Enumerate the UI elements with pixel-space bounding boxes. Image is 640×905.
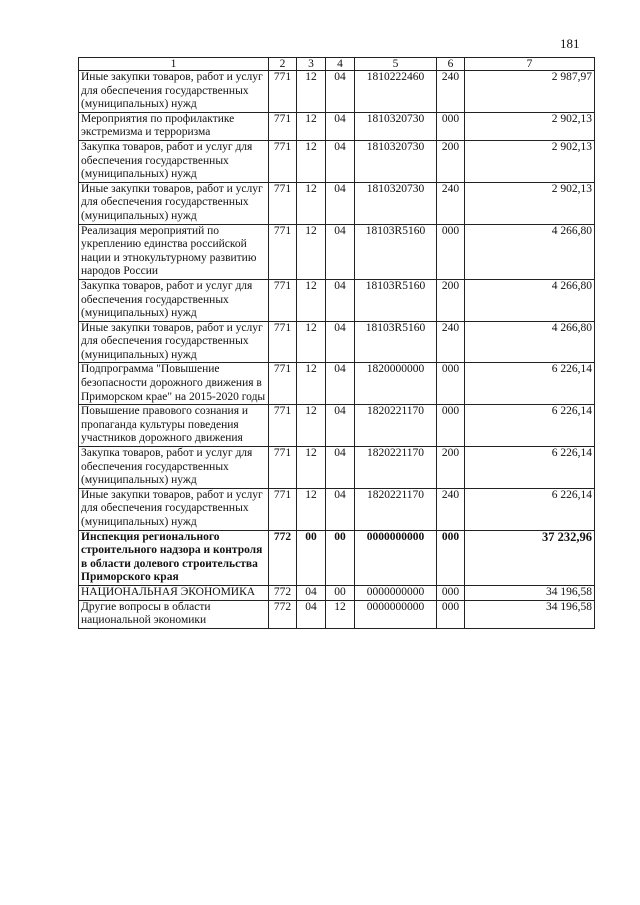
table-row <box>79 530 595 585</box>
row-amount: 34 196,58 <box>465 585 595 600</box>
row-expense-type: 240 <box>437 488 465 530</box>
row-subsection-code: 12 <box>326 600 355 628</box>
row-expense-type: 240 <box>437 182 465 224</box>
row-subsection-code: 04 <box>326 140 355 182</box>
row-name: Закупка товаров, работ и услуг для обеспечения государственных (муниципальных) нужд <box>79 447 269 489</box>
row-subsection-code: 04 <box>326 321 355 363</box>
table-row <box>79 405 595 447</box>
row-subsection-code: 00 <box>326 530 355 585</box>
row-name: Реализация мероприятий по укреплению единства российской нации и этнокультурному развитию народов России <box>79 224 269 279</box>
row-name: Закупка товаров, работ и услуг для обеспечения государственных (муниципальных) нужд <box>79 140 269 182</box>
row-subsection-code: 04 <box>326 71 355 113</box>
row-amount: 2 987,97 <box>465 71 595 113</box>
row-section-code: 04 <box>297 585 326 600</box>
row-ministry-code: 772 <box>269 585 297 600</box>
row-expense-type: 200 <box>437 447 465 489</box>
row-section-code: 12 <box>297 321 326 363</box>
row-name: Иные закупки товаров, работ и услуг для обеспечения государственных (муниципальных) нужд <box>79 321 269 363</box>
row-section-code: 12 <box>297 363 326 405</box>
row-target-article: 0000000000 <box>355 600 437 628</box>
header-row <box>79 58 595 71</box>
row-subsection-code: 04 <box>326 488 355 530</box>
row-subsection-code: 04 <box>326 182 355 224</box>
row-target-article: 0000000000 <box>355 585 437 600</box>
row-ministry-code: 771 <box>269 112 297 140</box>
table-row <box>79 224 595 279</box>
row-section-code: 12 <box>297 447 326 489</box>
table-row <box>79 447 595 489</box>
row-expense-type: 000 <box>437 112 465 140</box>
row-name: НАЦИОНАЛЬНАЯ ЭКОНОМИКА <box>79 585 269 600</box>
row-ministry-code: 771 <box>269 224 297 279</box>
row-subsection-code: 04 <box>326 447 355 489</box>
column-header: 7 <box>465 58 595 71</box>
row-expense-type: 000 <box>437 585 465 600</box>
table-row <box>79 488 595 530</box>
row-name: Инспекция регионального строительного надзора и контроля в области долевого строительства Приморского края <box>79 530 269 585</box>
table-row <box>79 363 595 405</box>
row-section-code: 12 <box>297 279 326 321</box>
row-amount: 6 226,14 <box>465 405 595 447</box>
row-subsection-code: 04 <box>326 405 355 447</box>
row-ministry-code: 771 <box>269 279 297 321</box>
row-subsection-code: 04 <box>326 363 355 405</box>
row-ministry-code: 771 <box>269 488 297 530</box>
row-expense-type: 200 <box>437 279 465 321</box>
row-ministry-code: 771 <box>269 321 297 363</box>
budget-table <box>78 57 595 629</box>
row-target-article: 18103R5160 <box>355 321 437 363</box>
table-row <box>79 279 595 321</box>
row-amount: 4 266,80 <box>465 279 595 321</box>
row-subsection-code: 04 <box>326 279 355 321</box>
row-ministry-code: 772 <box>269 530 297 585</box>
row-subsection-code: 04 <box>326 224 355 279</box>
row-section-code: 00 <box>297 530 326 585</box>
row-expense-type: 000 <box>437 363 465 405</box>
table-row <box>79 140 595 182</box>
column-header: 1 <box>79 58 269 71</box>
row-section-code: 12 <box>297 224 326 279</box>
table-row <box>79 182 595 224</box>
row-name: Иные закупки товаров, работ и услуг для обеспечения государственных (муниципальных) нужд <box>79 182 269 224</box>
row-amount: 37 232,96 <box>465 530 595 585</box>
row-amount: 4 266,80 <box>465 321 595 363</box>
row-amount: 2 902,13 <box>465 112 595 140</box>
row-target-article: 1810222460 <box>355 71 437 113</box>
row-name: Закупка товаров, работ и услуг для обеспечения государственных (муниципальных) нужд <box>79 279 269 321</box>
table-row <box>79 321 595 363</box>
row-expense-type: 240 <box>437 321 465 363</box>
table-row <box>79 112 595 140</box>
row-subsection-code: 04 <box>326 112 355 140</box>
table-row <box>79 585 595 600</box>
row-amount: 6 226,14 <box>465 363 595 405</box>
column-header: 5 <box>355 58 437 71</box>
row-ministry-code: 771 <box>269 447 297 489</box>
row-name: Повышение правового сознания и пропаганда культуры поведения участников дорожного движения <box>79 405 269 447</box>
row-name: Мероприятия по профилактике экстремизма и терроризма <box>79 112 269 140</box>
row-section-code: 12 <box>297 182 326 224</box>
row-section-code: 12 <box>297 405 326 447</box>
row-section-code: 12 <box>297 71 326 113</box>
row-target-article: 1810320730 <box>355 182 437 224</box>
column-header: 4 <box>326 58 355 71</box>
table-row <box>79 71 595 113</box>
row-target-article: 1810320730 <box>355 140 437 182</box>
row-name: Другие вопросы в области национальной экономики <box>79 600 269 628</box>
row-amount: 34 196,58 <box>465 600 595 628</box>
row-expense-type: 000 <box>437 530 465 585</box>
row-ministry-code: 771 <box>269 140 297 182</box>
column-header: 2 <box>269 58 297 71</box>
row-amount: 4 266,80 <box>465 224 595 279</box>
row-subsection-code: 00 <box>326 585 355 600</box>
row-section-code: 04 <box>297 600 326 628</box>
row-ministry-code: 771 <box>269 71 297 113</box>
table-body <box>79 71 595 629</box>
row-expense-type: 200 <box>437 140 465 182</box>
row-amount: 6 226,14 <box>465 488 595 530</box>
row-name: Подпрограмма "Повышение безопасности дорожного движения в Приморском крае" на 2015-2020 годы <box>79 363 269 405</box>
row-ministry-code: 772 <box>269 600 297 628</box>
row-target-article: 18103R5160 <box>355 224 437 279</box>
row-target-article: 1820000000 <box>355 363 437 405</box>
row-section-code: 12 <box>297 112 326 140</box>
row-expense-type: 000 <box>437 600 465 628</box>
row-target-article: 1820221170 <box>355 488 437 530</box>
page-number: 181 <box>560 36 580 51</box>
row-expense-type: 000 <box>437 405 465 447</box>
row-name: Иные закупки товаров, работ и услуг для обеспечения государственных (муниципальных) нужд <box>79 488 269 530</box>
row-expense-type: 000 <box>437 224 465 279</box>
row-section-code: 12 <box>297 140 326 182</box>
row-target-article: 0000000000 <box>355 530 437 585</box>
row-amount: 2 902,13 <box>465 182 595 224</box>
table-row <box>79 600 595 628</box>
row-ministry-code: 771 <box>269 182 297 224</box>
row-amount: 2 902,13 <box>465 140 595 182</box>
row-name: Иные закупки товаров, работ и услуг для обеспечения государственных (муниципальных) нужд <box>79 71 269 113</box>
column-header: 6 <box>437 58 465 71</box>
row-section-code: 12 <box>297 488 326 530</box>
row-target-article: 18103R5160 <box>355 279 437 321</box>
row-target-article: 1820221170 <box>355 405 437 447</box>
row-ministry-code: 771 <box>269 405 297 447</box>
row-ministry-code: 771 <box>269 363 297 405</box>
row-expense-type: 240 <box>437 71 465 113</box>
row-amount: 6 226,14 <box>465 447 595 489</box>
column-header: 3 <box>297 58 326 71</box>
row-target-article: 1810320730 <box>355 112 437 140</box>
row-target-article: 1820221170 <box>355 447 437 489</box>
